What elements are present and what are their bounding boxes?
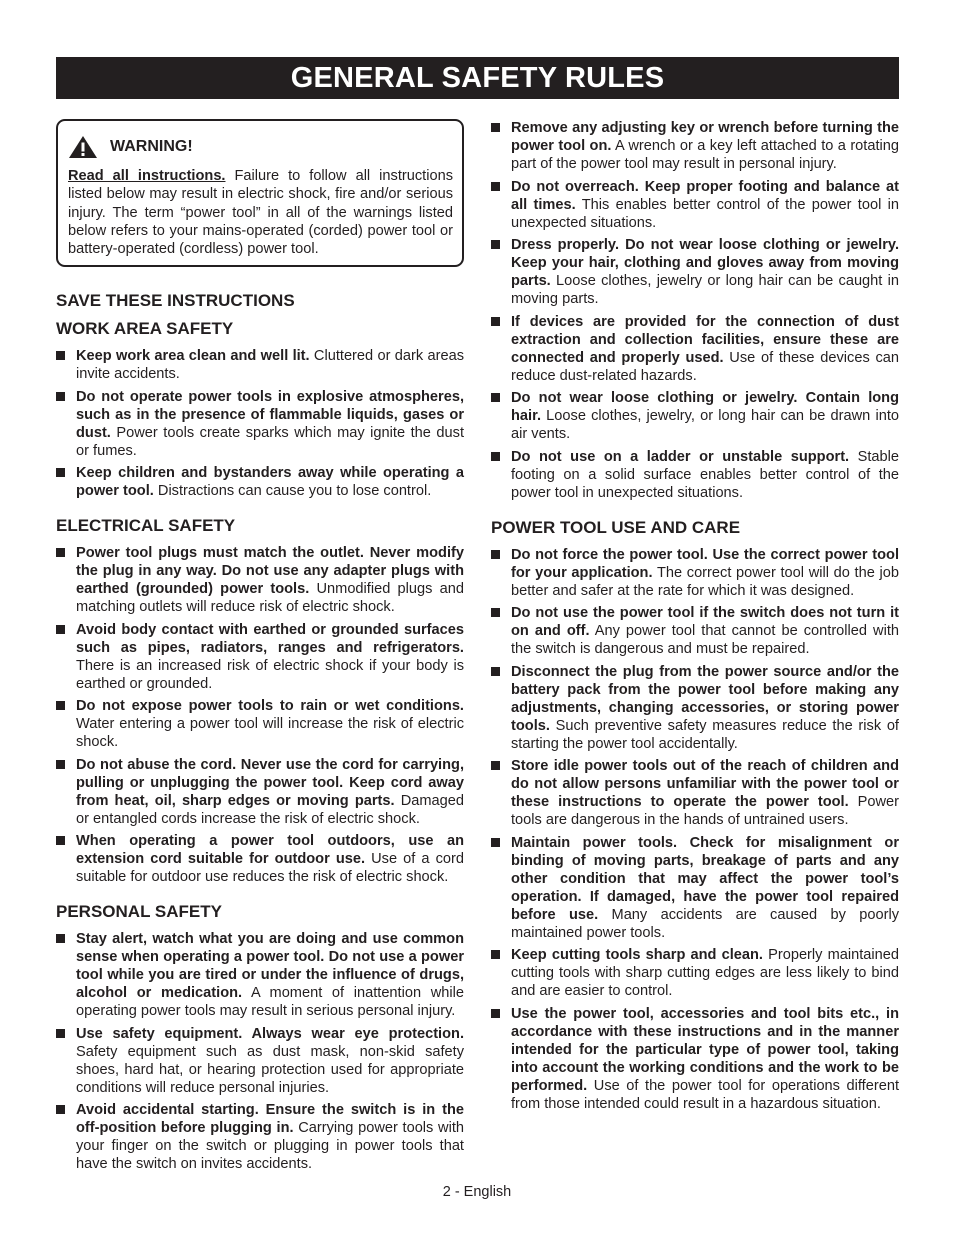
rule-text: Damaged or entangled cords increase the risk of electric shock. xyxy=(76,792,464,827)
rule-text: Stable footing on a solid surface enables better control of the power tool in unexpected situations. xyxy=(511,448,900,501)
rule-item xyxy=(56,388,464,460)
rule-text: Loose clothes, jewelry, or long hair can be drawn into air vents. xyxy=(511,408,899,442)
rule-text: Distractions can cause you to lose control. xyxy=(153,483,432,500)
rule-text: Unmodified plugs and matching outlets will reduce risk of electric shock. xyxy=(76,581,464,616)
square-bullet-icon xyxy=(491,317,500,326)
rule-text: Use of these devices can reduce dust-related hazards. xyxy=(511,349,899,384)
rule-item xyxy=(56,1025,464,1097)
square-bullet-icon xyxy=(491,452,500,461)
rule-item xyxy=(491,313,899,385)
rule-text: Many accidents are caused by poorly maintained power tools. xyxy=(511,906,899,941)
electrical-heading: ELECTRICAL SAFETY xyxy=(56,516,236,536)
rule-bold-text: Do not abuse the cord. Never use the cord for carrying, pulling or unplugging the power tool. Keep cord away from heat, oil, sharp edges or moving parts. xyxy=(76,756,464,809)
warning-lead: Read all instructions. xyxy=(68,168,226,184)
rule-bold-text: Maintain power tools. Check for misalignment or binding of moving parts, breakage of parts and any other condition that may affect the power tool’s operation. If damaged, have the power tool repaired before use. xyxy=(511,834,899,923)
rule-text: Use of a cord suitable for outdoor use reduces the risk of electric shock. xyxy=(76,851,465,886)
rule-text: Such preventive safety measures reduce the risk of starting the power tool accidentally. xyxy=(511,717,899,752)
rule-bold-text: Use safety equipment. Always wear eye protection. xyxy=(76,1025,464,1042)
rule-item xyxy=(56,697,464,751)
rule-item xyxy=(56,832,464,886)
rule-bold-text: Use the power tool, accessories and tool bits etc., in accordance with these instructions and in the manner intended for the particular type of power tool, taking into account the working conditions and the work to be performed. xyxy=(511,1005,899,1094)
rule-bold-text: Avoid body contact with earthed or grounded surfaces such as pipes, radiators, ranges and refrigerators. xyxy=(76,621,464,656)
rule-bold-text: When operating a power tool outdoors, use an extension cord suitable for outdoor use. xyxy=(76,833,464,868)
rule-bold-text: Remove any adjusting key or wrench before turning the power tool on. xyxy=(511,120,899,154)
rule-bold-text: Keep cutting tools sharp and clean. xyxy=(511,947,763,963)
square-bullet-icon xyxy=(56,1105,65,1114)
rule-item xyxy=(491,119,899,173)
square-bullet-icon xyxy=(491,550,500,559)
warning-box xyxy=(56,119,464,267)
rule-item xyxy=(491,757,899,829)
square-bullet-icon xyxy=(491,950,500,959)
rule-text: There is an increased risk of electric shock if your body is earthed or grounded. xyxy=(76,657,464,692)
work-area-list xyxy=(56,347,464,500)
rule-item xyxy=(491,178,899,232)
rule-bold-text: If devices are provided for the connection of dust extraction and collection facilities, ensure these are connected and properly used. xyxy=(511,313,899,366)
rule-item xyxy=(56,544,464,616)
rule-text: A wrench or a key left attached to a rotating part of the power tool may result in personal injury. xyxy=(511,138,899,172)
personal-list-continued xyxy=(491,119,899,502)
rule-bold-text: Dress properly. Do not wear loose clothing or jewelry. Keep your hair, clothing and gloves away from moving parts. xyxy=(511,237,899,289)
work-area-heading: WORK AREA SAFETY xyxy=(56,319,234,339)
rule-item xyxy=(56,347,464,383)
rule-bold-text: Do not operate power tools in explosive atmospheres, such as in the presence of flammable liquids, gases or dust. xyxy=(76,388,464,441)
rule-item xyxy=(491,1005,899,1113)
rule-bold-text: Do not force the power tool. Use the correct power tool for your application. xyxy=(511,546,899,581)
page-title: GENERAL SAFETY RULES xyxy=(56,57,899,99)
rule-bold-text: Do not use on a ladder or unstable support. xyxy=(511,448,850,465)
rule-item xyxy=(491,946,899,1000)
rule-text: Carrying power tools with your finger on the switch or plugging in power tools that have the switch on invites accidents. xyxy=(76,1120,464,1173)
rule-text: Power tools create sparks which may ignite the dust or fumes. xyxy=(76,424,464,459)
square-bullet-icon xyxy=(491,838,500,847)
rule-item xyxy=(491,236,899,308)
rule-bold-text: Do not wear loose clothing or jewelry. Contain long hair. xyxy=(511,390,899,424)
rule-item xyxy=(491,389,899,443)
rule-item xyxy=(491,448,899,502)
rule-item xyxy=(491,663,899,753)
square-bullet-icon xyxy=(56,392,65,401)
rule-bold-text: Keep work area clean and well lit. xyxy=(76,348,310,365)
warning-header xyxy=(68,135,453,159)
square-bullet-icon xyxy=(56,1029,65,1038)
square-bullet-icon xyxy=(491,667,500,676)
rule-text: Water entering a power tool will increase the risk of electric shock. xyxy=(76,716,464,751)
power-tool-list xyxy=(491,546,899,1113)
warning-title: WARNING! xyxy=(110,138,193,155)
rule-bold-text: Stay alert, watch what you are doing and use common sense when operating a power tool. Do not use a power tool while you are tired or under the influence of drugs, alcohol or medication. xyxy=(76,931,464,1002)
electrical-list xyxy=(56,544,464,886)
rule-text: Use of the power tool for operations different from those intended could result in a hazardous situation. xyxy=(511,1077,899,1112)
personal-list xyxy=(56,930,464,1173)
warning-triangle-icon xyxy=(68,135,98,159)
square-bullet-icon xyxy=(491,240,500,249)
rule-bold-text: Do not overreach. Keep proper footing and balance at all times. xyxy=(511,178,899,213)
square-bullet-icon xyxy=(56,934,65,943)
save-instructions-heading: SAVE THESE INSTRUCTIONS xyxy=(56,291,295,311)
warning-body: Failure to follow all instructions listed below may result in electric shock, fire and/or serious injury. The term “power tool” in all of the warnings listed below refers to your mains-operated (corded) power tool or battery-operated (cordless) power tool. xyxy=(68,168,453,258)
rule-bold-text: Do not use the power tool if the switch does not turn it on and off. xyxy=(511,605,899,639)
square-bullet-icon xyxy=(56,468,65,477)
square-bullet-icon xyxy=(56,701,65,710)
rule-bold-text: Do not expose power tools to rain or wet conditions. xyxy=(76,698,464,715)
square-bullet-icon xyxy=(491,761,500,770)
square-bullet-icon xyxy=(491,182,500,191)
rule-bold-text: Store idle power tools out of the reach of children and do not allow persons unfamiliar with the power tool or these instructions to operate the power tool. xyxy=(511,758,899,810)
rule-bold-text: Power tool plugs must match the outlet. Never modify the plug in any way. Do not use any adapter plugs with earthed (grounded) power tools. xyxy=(76,545,464,598)
rule-bold-text: Avoid accidental starting. Ensure the switch is in the off-position before plugging in. xyxy=(76,1102,464,1137)
square-bullet-icon xyxy=(56,836,65,845)
square-bullet-icon xyxy=(56,625,65,634)
rule-text: Any power tool that cannot be controlled with the switch is dangerous and must be repaired. xyxy=(511,623,899,657)
rule-item xyxy=(56,930,464,1020)
right-column xyxy=(491,119,899,1117)
rule-item xyxy=(56,621,464,693)
rule-item xyxy=(56,1101,464,1173)
square-bullet-icon xyxy=(56,548,65,557)
square-bullet-icon xyxy=(491,393,500,402)
rule-bold-text: Disconnect the plug from the power source and/or the battery pack from the power tool before making any adjustments, changing accessories, or storing power tools. xyxy=(511,663,899,734)
rule-text: The correct power tool will do the job better and safer at the rate for which it was designed. xyxy=(511,564,899,599)
square-bullet-icon xyxy=(56,351,65,360)
power-tool-heading: POWER TOOL USE AND CARE xyxy=(491,517,741,537)
rule-item xyxy=(56,464,464,500)
rule-item xyxy=(491,604,899,658)
rule-text: Power tools are dangerous in the hands of untrained users. xyxy=(511,794,899,828)
square-bullet-icon xyxy=(491,123,500,132)
rule-item xyxy=(491,834,899,942)
rule-text: A moment of inattention while operating power tools may result in serious personal injury. xyxy=(76,985,464,1020)
rule-text: Safety equipment such as dust mask, non-skid safety shoes, hard hat, or hearing protection used for appropriate conditions will reduce personal injuries. xyxy=(76,1043,464,1096)
rule-bold-text: Keep children and bystanders away while operating a power tool. xyxy=(76,465,464,500)
square-bullet-icon xyxy=(491,608,500,617)
rule-text: This enables better control of the power tool in unexpected situations. xyxy=(511,196,899,231)
rule-item xyxy=(56,756,464,828)
square-bullet-icon xyxy=(56,760,65,769)
rule-item xyxy=(491,546,899,600)
rule-text: Properly maintained cutting tools with sharp cutting edges are less likely to bind and are easier to control. xyxy=(511,947,899,999)
personal-heading: PERSONAL SAFETY xyxy=(56,902,222,922)
square-bullet-icon xyxy=(491,1009,500,1018)
rule-text: Loose clothes, jewelry or long hair can be caught in moving parts. xyxy=(511,273,899,307)
left-column xyxy=(56,119,464,1178)
rule-text: Cluttered or dark areas invite accidents. xyxy=(76,348,465,383)
page-footer: 2 - English xyxy=(442,1184,512,1200)
warning-text xyxy=(68,167,453,258)
